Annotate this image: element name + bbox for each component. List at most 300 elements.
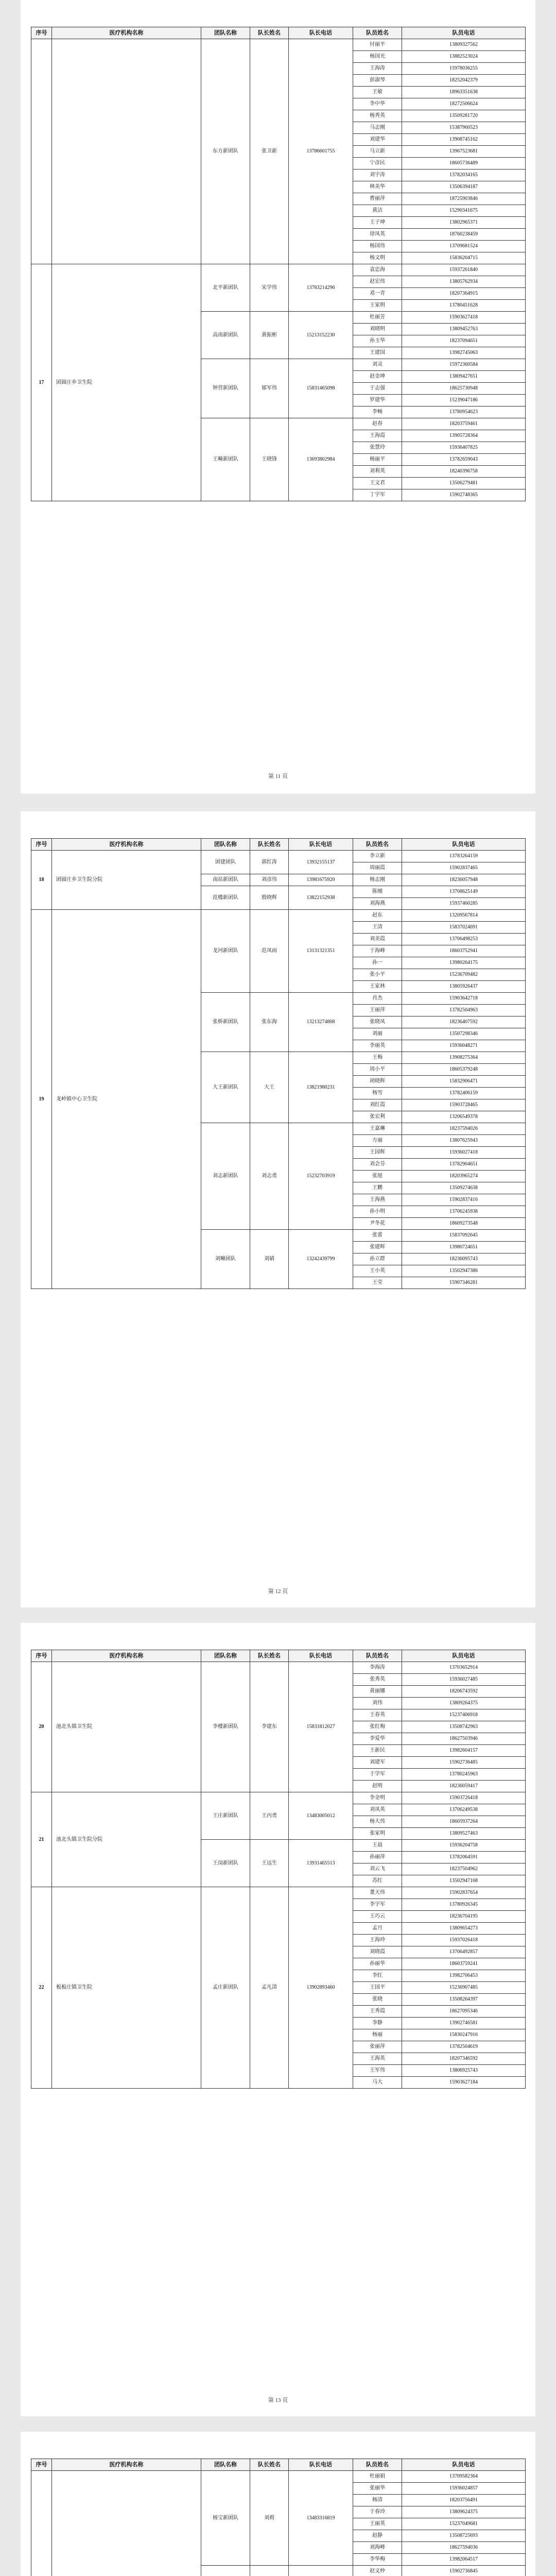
member-name: 刘建华 xyxy=(353,134,402,146)
member-name: 杨清 xyxy=(353,2495,402,2506)
member-phone: 13706492857 xyxy=(402,1946,526,1958)
leader-phone: 15831812027 xyxy=(289,1662,353,1792)
leader-phone: 15213152230 xyxy=(289,312,353,359)
member-phone: 13905728364 xyxy=(402,430,526,442)
member-phone: 15936024857 xyxy=(402,2483,526,2495)
member-phone: 18237504962 xyxy=(402,1863,526,1875)
leader-name: 宋学伟 xyxy=(250,264,289,312)
leader-name: 黄振彬 xyxy=(250,312,289,359)
member-phone: 18603752941 xyxy=(402,945,526,957)
member-name: 黄丽娜 xyxy=(353,1686,402,1698)
member-name: 王清 xyxy=(353,922,402,934)
member-phone: 18605379248 xyxy=(402,1064,526,1076)
leader-name xyxy=(250,2566,289,2576)
member-name: 王丽萍 xyxy=(353,1005,402,1016)
leader-name: 张东海 xyxy=(250,993,289,1052)
member-phone: 13780451628 xyxy=(402,300,526,312)
member-phone: 15937261840 xyxy=(402,264,526,276)
table-row xyxy=(31,2471,526,2483)
member-name: 杨国伟 xyxy=(353,241,402,252)
leader-phone: 13821980231 xyxy=(289,1052,353,1123)
member-phone: 13908745162 xyxy=(402,134,526,146)
column-header-member: 队员姓名 xyxy=(353,27,402,39)
leader-name: 郭红涛 xyxy=(250,851,289,874)
column-header-member-phone: 队员电话 xyxy=(402,839,526,851)
team-name: 南站新团队 xyxy=(201,874,250,886)
member-phone: 18627503946 xyxy=(402,1733,526,1745)
column-header-leader: 队长姓名 xyxy=(250,2459,289,2471)
roster-table xyxy=(31,27,526,501)
member-phone: 13807625943 xyxy=(402,1135,526,1147)
column-header-member-phone: 队员电话 xyxy=(402,2459,526,2471)
member-phone: 13708625149 xyxy=(402,886,526,898)
member-phone: 18240396758 xyxy=(402,466,526,478)
leader-name: 郁军伟 xyxy=(250,359,289,418)
member-phone: 15903728465 xyxy=(402,1099,526,1111)
leader-name: 刘莉 xyxy=(250,2471,289,2566)
member-phone: 18760238459 xyxy=(402,229,526,241)
member-phone: 13809654273 xyxy=(402,1923,526,1935)
member-phone: 13809327562 xyxy=(402,39,526,51)
member-phone: 15902736845 xyxy=(402,2566,526,2576)
member-name: 李丽英 xyxy=(353,1040,402,1052)
member-phone: 18203759461 xyxy=(402,418,526,430)
member-name: 王鹏 xyxy=(353,1182,402,1194)
leader-phone: 13822152938 xyxy=(289,886,353,910)
member-phone: 18236057948 xyxy=(402,874,526,886)
leader-phone: 13693802984 xyxy=(289,418,353,501)
header-row xyxy=(31,2459,526,2471)
team-name: 高南新团队 xyxy=(201,312,250,359)
member-phone: 15902837465 xyxy=(402,862,526,874)
member-phone: 13982745063 xyxy=(402,347,526,359)
column-header-leader: 队长姓名 xyxy=(250,839,289,851)
member-name: 赵文仲 xyxy=(353,2566,402,2576)
member-phone: 13502947168 xyxy=(402,1875,526,1887)
member-name: 刘美霞 xyxy=(353,934,402,945)
member-phone: 18963351638 xyxy=(402,87,526,98)
member-name: 周小平 xyxy=(353,1064,402,1076)
leader-name: 刘婧 xyxy=(250,1230,289,1289)
member-name: 马大 xyxy=(353,2077,402,2089)
member-name: 于学军 xyxy=(353,1769,402,1781)
column-header-team: 团队名称 xyxy=(201,839,250,851)
member-name: 李宇军 xyxy=(353,1899,402,1911)
member-name: 曹丽萍 xyxy=(353,193,402,205)
member-phone: 15903726418 xyxy=(402,1792,526,1804)
member-name: 李中华 xyxy=(353,98,402,110)
leader-phone: 15232703919 xyxy=(289,1123,353,1230)
team-name: 大王新团队 xyxy=(201,1052,250,1123)
member-name: 张红梅 xyxy=(353,1721,402,1733)
member-name: 赵宏伟 xyxy=(353,276,402,288)
member-phone: 18725903846 xyxy=(402,193,526,205)
member-name: 苏红 xyxy=(353,1875,402,1887)
member-phone: 15837024691 xyxy=(402,922,526,934)
page-11 xyxy=(21,0,535,793)
member-name: 王春英 xyxy=(353,1709,402,1721)
member-name: 张家明 xyxy=(353,1828,402,1840)
column-header-leader-phone: 队长电话 xyxy=(289,839,353,851)
leader-name: 大王 xyxy=(250,1052,289,1123)
institution-name: 龙岭镇中心卫生院 xyxy=(52,910,201,1289)
member-name: 孙玉华 xyxy=(353,335,402,347)
member-phone: 18609273548 xyxy=(402,1218,526,1230)
member-name: 孙小明 xyxy=(353,1206,402,1218)
member-name: 于春玲 xyxy=(353,2506,402,2518)
roster-table xyxy=(31,838,526,1289)
team-name: 孟庄新团队 xyxy=(201,1887,250,2089)
column-header-institution: 医疗机构名称 xyxy=(52,839,201,851)
member-phone: 15236907485 xyxy=(402,1982,526,1994)
member-phone: 15903627418 xyxy=(402,312,526,324)
member-name: 刘凤英 xyxy=(353,1804,402,1816)
leader-phone: 13931465513 xyxy=(289,1840,353,1887)
member-phone: 15936204758 xyxy=(402,1840,526,1852)
column-header-institution: 医疗机构名称 xyxy=(52,27,201,39)
leader-phone: 13242439799 xyxy=(289,1230,353,1289)
column-header-leader: 队长姓名 xyxy=(250,1650,289,1662)
leader-name: 孟凡清 xyxy=(250,1887,289,2089)
institution-name: 池北头镇卫生院分院 xyxy=(52,1792,201,1887)
table-row xyxy=(31,39,526,51)
member-phone: 13508742963 xyxy=(402,1721,526,1733)
column-header-seq: 序号 xyxy=(31,839,52,851)
member-phone: 13502947386 xyxy=(402,1265,526,1277)
leader-phone: 13932155137 xyxy=(289,851,353,874)
page-number: 第 13 页 xyxy=(268,2397,288,2403)
member-name: 刘晓明 xyxy=(353,324,402,335)
institution-seq: 19 xyxy=(31,910,52,1289)
member-phone: 15237049681 xyxy=(402,2518,526,2530)
member-phone: 15972360584 xyxy=(402,359,526,371)
member-phone: 13980264175 xyxy=(402,957,526,969)
member-phone: 13805926437 xyxy=(402,981,526,993)
member-phone: 15902736485 xyxy=(402,1757,526,1769)
member-name: 张丽华 xyxy=(353,2483,402,2495)
column-header-leader: 队长姓名 xyxy=(250,27,289,39)
leader-name: 刘志勇 xyxy=(250,1123,289,1230)
member-name: 王梅 xyxy=(353,1052,402,1064)
team-name: 团建团队 xyxy=(201,851,250,874)
column-header-member: 队员姓名 xyxy=(353,2459,402,2471)
member-name: 刘海燕 xyxy=(353,898,402,910)
member-name: 王家明 xyxy=(353,300,402,312)
member-name: 王建国 xyxy=(353,347,402,359)
leader-phone: 15831465098 xyxy=(289,359,353,418)
member-phone: 13782659043 xyxy=(402,454,526,466)
member-phone: 13809427651 xyxy=(402,371,526,383)
leader-name: 王晓锋 xyxy=(250,418,289,501)
team-name: 龙河新团队 xyxy=(201,910,250,993)
member-phone: 13509281720 xyxy=(402,110,526,122)
header-row xyxy=(31,27,526,39)
leader-phone: 13783214296 xyxy=(289,264,353,312)
member-phone: 15836204715 xyxy=(402,252,526,264)
member-phone: 15936048271 xyxy=(402,1040,526,1052)
member-phone: 18605937264 xyxy=(402,1816,526,1828)
header-row xyxy=(31,1650,526,1662)
member-phone: 18236059417 xyxy=(402,1781,526,1792)
team-name: 王庄新团队 xyxy=(201,1792,250,1840)
member-name: 张秀英 xyxy=(353,1674,402,1686)
member-name: 王嘉琳 xyxy=(353,1123,402,1135)
member-phone: 15978036255 xyxy=(402,63,526,75)
member-name: 罗建华 xyxy=(353,395,402,406)
institution-name: 团圆庄乡卫生院 xyxy=(52,264,201,501)
team-name: 东方新团队 xyxy=(201,39,250,264)
table-row xyxy=(31,910,526,922)
column-header-team: 团队名称 xyxy=(201,27,250,39)
member-phone: 13809264375 xyxy=(402,1698,526,1709)
member-name: 杨大伟 xyxy=(353,1816,402,1828)
member-name: 刘会芬 xyxy=(353,1159,402,1171)
member-phone: 15903627184 xyxy=(402,2077,526,2089)
team-name: 杨宝新团队 xyxy=(201,2471,250,2566)
leader-phone: 13131321351 xyxy=(289,910,353,993)
member-name: 付丽平 xyxy=(353,39,402,51)
member-phone: 15237406918 xyxy=(402,1709,526,1721)
member-name: 杨丽 xyxy=(353,2029,402,2041)
member-name: 李金明 xyxy=(353,1792,402,1804)
member-phone: 15832906471 xyxy=(402,1076,526,1088)
leader-phone: 13981675920 xyxy=(289,874,353,886)
member-phone: 18237094651 xyxy=(402,335,526,347)
member-name: 王新民 xyxy=(353,1745,402,1757)
member-phone: 15837092645 xyxy=(402,1230,526,1242)
leader-name: 范凤雨 xyxy=(250,910,289,993)
member-phone: 15236709482 xyxy=(402,969,526,981)
member-name: 王国辉 xyxy=(353,1147,402,1159)
member-name: 杨志刚 xyxy=(353,874,402,886)
member-name: 张丽萍 xyxy=(353,2041,402,2053)
member-name: 陈刚 xyxy=(353,886,402,898)
leader-name: 王丙勇 xyxy=(250,1792,289,1840)
member-name: 王海英 xyxy=(353,2053,402,2065)
member-phone: 13709681524 xyxy=(402,241,526,252)
member-phone: 18252042379 xyxy=(402,75,526,87)
member-name: 丁宇军 xyxy=(353,489,402,501)
member-name: 袁忠海 xyxy=(353,264,402,276)
institution-seq: 18 xyxy=(31,851,52,910)
member-phone: 15936407825 xyxy=(402,442,526,454)
table-row xyxy=(31,851,526,862)
member-name: 赵春 xyxy=(353,418,402,430)
page-14 xyxy=(21,2432,535,2576)
team-name: 王疃新团队 xyxy=(201,418,250,501)
member-phone: 18207346592 xyxy=(402,2053,526,2065)
member-name: 刘灵 xyxy=(353,359,402,371)
member-phone: 13782904651 xyxy=(402,1159,526,1171)
member-phone: 18203965274 xyxy=(402,1171,526,1182)
member-phone: 15903642718 xyxy=(402,993,526,1005)
member-name: 李华梅 xyxy=(353,2554,402,2566)
member-phone: 13508725693 xyxy=(402,2530,526,2542)
member-phone: 13802965371 xyxy=(402,217,526,229)
member-name: 王海涛 xyxy=(353,63,402,75)
member-name: 肖杰 xyxy=(353,993,402,1005)
leader-name: 李建东 xyxy=(250,1662,289,1792)
member-name: 王海玲 xyxy=(353,1935,402,1946)
member-phone: 18206743592 xyxy=(402,1686,526,1698)
member-phone: 15936027485 xyxy=(402,1674,526,1686)
member-name: 赵静 xyxy=(353,2530,402,2542)
table-row xyxy=(31,1887,526,1899)
member-name: 王军伟 xyxy=(353,2065,402,2077)
member-phone: 13706249538 xyxy=(402,1804,526,1816)
member-phone: 18272506624 xyxy=(402,98,526,110)
member-name: 王巧云 xyxy=(353,1911,402,1923)
member-name: 于海峰 xyxy=(353,945,402,957)
member-name: 王丽英 xyxy=(353,2518,402,2530)
member-name: 赵明 xyxy=(353,1781,402,1792)
institution-seq: 17 xyxy=(31,264,52,501)
member-name: 王莹 xyxy=(353,1277,402,1289)
leader-phone: 13483316819 xyxy=(289,2471,353,2566)
member-phone: 18627095346 xyxy=(402,2006,526,2018)
member-phone: 13809452763 xyxy=(402,324,526,335)
member-name: 于志强 xyxy=(353,383,402,395)
leader-name: 殷晓辉 xyxy=(250,886,289,910)
team-name xyxy=(201,2566,250,2576)
member-name: 杨秀英 xyxy=(353,110,402,122)
member-name: 王文君 xyxy=(353,478,402,489)
member-name: 王秀霞 xyxy=(353,2006,402,2018)
member-phone: 13967523681 xyxy=(402,146,526,158)
member-name: 彭淑琴 xyxy=(353,75,402,87)
member-phone: 13209567814 xyxy=(402,910,526,922)
member-name: 宁彦民 xyxy=(353,158,402,170)
member-name: 方丽 xyxy=(353,1135,402,1147)
leader-phone: 13483005012 xyxy=(289,1792,353,1840)
member-phone: 13780926345 xyxy=(402,1899,526,1911)
institution-name: 板板庄镇卫生院 xyxy=(52,1887,201,2089)
member-name: 赵东 xyxy=(353,910,402,922)
member-name: 林美华 xyxy=(353,181,402,193)
member-phone: 15239047186 xyxy=(402,395,526,406)
member-phone: 13980724651 xyxy=(402,1242,526,1253)
member-name: 张小平 xyxy=(353,969,402,981)
institution-name xyxy=(52,2471,201,2576)
member-name: 李畅 xyxy=(353,406,402,418)
member-phone: 13706245938 xyxy=(402,1206,526,1218)
member-name: 孙丽华 xyxy=(353,1958,402,1970)
table-row xyxy=(31,1662,526,1674)
institution-seq: 20 xyxy=(31,1662,52,1792)
member-name: 邓一青 xyxy=(353,288,402,300)
column-header-leader-phone: 队长电话 xyxy=(289,1650,353,1662)
member-name: 孙立群 xyxy=(353,1253,402,1265)
member-phone: 18237594026 xyxy=(402,1123,526,1135)
member-name: 赵金坤 xyxy=(353,371,402,383)
member-phone: 18605736489 xyxy=(402,158,526,170)
member-phone: 13782504619 xyxy=(402,2041,526,2053)
team-name: 刘志新团队 xyxy=(201,1123,250,1230)
institution-seq xyxy=(31,39,52,264)
member-name: 李海涛 xyxy=(353,1662,402,1674)
member-phone: 13706498253 xyxy=(402,934,526,945)
member-phone: 13782034165 xyxy=(402,170,526,181)
leader-phone: 13786601755 xyxy=(289,39,353,264)
member-phone: 15902837416 xyxy=(402,1194,526,1206)
column-header-institution: 医疗机构名称 xyxy=(52,1650,201,1662)
member-name: 杨雪 xyxy=(353,1088,402,1099)
institution-seq: 21 xyxy=(31,1792,52,1887)
team-name: 刘疃团队 xyxy=(201,1230,250,1289)
member-phone: 13982604157 xyxy=(402,1745,526,1757)
member-phone: 18603759241 xyxy=(402,1958,526,1970)
member-phone: 13809527463 xyxy=(402,1828,526,1840)
member-phone: 13982064517 xyxy=(402,2554,526,2566)
leader-phone: 13902893460 xyxy=(289,1887,353,2089)
header-row xyxy=(31,839,526,851)
member-phone: 13206549378 xyxy=(402,1111,526,1123)
institution-name: 池北头镇卫生院 xyxy=(52,1662,201,1792)
institution-seq xyxy=(31,2471,52,2576)
member-phone: 18203756491 xyxy=(402,2495,526,2506)
member-phone: 13782504963 xyxy=(402,1005,526,1016)
member-name: 黄洁 xyxy=(353,205,402,217)
member-phone: 13783264159 xyxy=(402,851,526,862)
member-phone: 15936027418 xyxy=(402,1147,526,1159)
member-name: 刘晓霞 xyxy=(353,1946,402,1958)
page-number: 第 12 页 xyxy=(268,1588,288,1595)
member-name: 杜丽芳 xyxy=(353,312,402,324)
member-name: 李静 xyxy=(353,2018,402,2029)
column-header-member-phone: 队员电话 xyxy=(402,27,526,39)
member-phone: 13902746581 xyxy=(402,2018,526,2029)
member-name: 王国平 xyxy=(353,1982,402,1994)
column-header-institution: 医疗机构名称 xyxy=(52,2459,201,2471)
member-name: 李红 xyxy=(353,1970,402,1982)
column-header-member: 队员姓名 xyxy=(353,839,402,851)
team-name: 张桥新团队 xyxy=(201,993,250,1052)
member-name: 王敏 xyxy=(353,87,402,98)
member-phone: 13508264397 xyxy=(402,1994,526,2006)
column-header-seq: 序号 xyxy=(31,1650,52,1662)
member-name: 李立新 xyxy=(353,851,402,862)
member-name: 张宏利 xyxy=(353,1111,402,1123)
column-header-seq: 序号 xyxy=(31,27,52,39)
member-phone: 13709582364 xyxy=(402,2471,526,2483)
member-phone: 15830247916 xyxy=(402,2029,526,2041)
member-name: 王海燕 xyxy=(353,1194,402,1206)
page-13 xyxy=(21,1623,535,2416)
member-name: 周丽霞 xyxy=(353,862,402,874)
member-phone: 15290341675 xyxy=(402,205,526,217)
member-name: 王子坤 xyxy=(353,217,402,229)
member-phone: 15902748365 xyxy=(402,489,526,501)
member-phone: 18236095743 xyxy=(402,1253,526,1265)
member-name: 张蕾 xyxy=(353,1230,402,1242)
member-name: 孙丽萍 xyxy=(353,1852,402,1863)
member-phone: 18627594036 xyxy=(402,2542,526,2554)
team-name: 李楼新团队 xyxy=(201,1662,250,1792)
member-name: 张晓凤 xyxy=(353,1016,402,1028)
team-name: 钟营新团队 xyxy=(201,359,250,418)
member-phone: 13506279481 xyxy=(402,478,526,489)
member-name: 杨国光 xyxy=(353,51,402,63)
column-header-leader-phone: 队长电话 xyxy=(289,2459,353,2471)
member-name: 张旭 xyxy=(353,1171,402,1182)
leader-name: 王远生 xyxy=(250,1840,289,1887)
institution-seq: 22 xyxy=(31,1887,52,2089)
member-phone: 13506394187 xyxy=(402,181,526,193)
member-phone: 13809624375 xyxy=(402,2506,526,2518)
member-name: 马志刚 xyxy=(353,122,402,134)
member-phone: 15937026418 xyxy=(402,1935,526,1946)
page-12 xyxy=(21,811,535,1607)
